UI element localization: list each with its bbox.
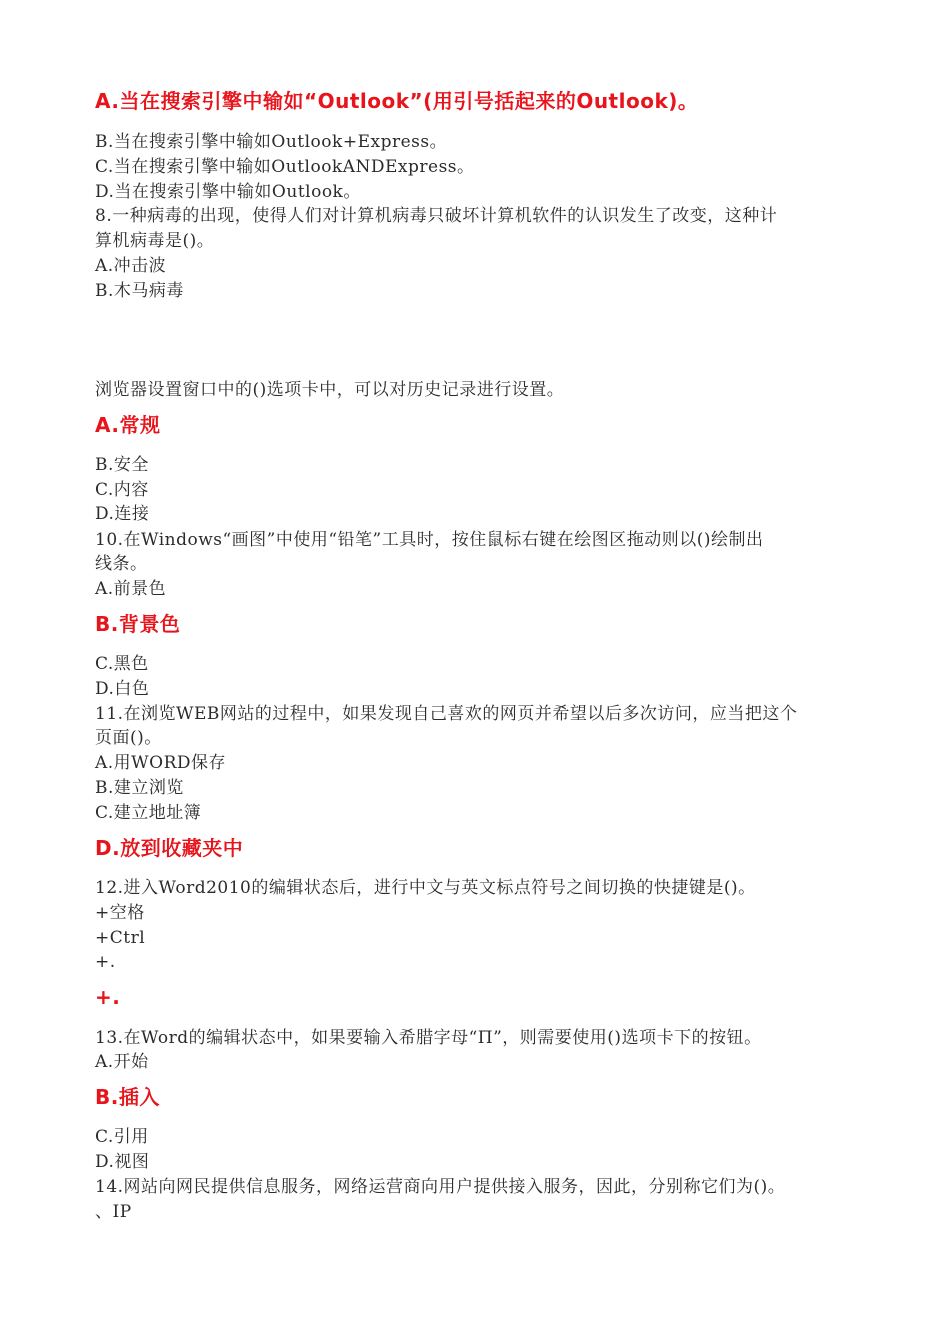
question-line: 14.网站向网民提供信息服务，网络运营商向用户提供接入服务，因此，分别称它们为()。 <box>95 1177 786 1197</box>
option-line: A.用WORD保存 <box>95 753 227 773</box>
question-line: 10.在Windows“画图”中使用“铅笔”工具时，按住鼠标右键在绘图区拖动则以()绘制出 <box>95 530 764 550</box>
option-line: B.安全 <box>95 455 149 475</box>
question-line: 13.在Word的编辑状态中，如果要输入希腊字母“Π”，则需要使用()选项卡下的按钮。 <box>95 1028 762 1048</box>
question-line: 算机病毒是()。 <box>95 231 215 251</box>
question-line: 8.一种病毒的出现，使得人们对计算机病毒只破坏计算机软件的认识发生了改变，这种计 <box>95 206 778 226</box>
option-line: C.当在搜索引擎中输如OutlookANDExpress。 <box>95 157 475 177</box>
option-line: B.木马病毒 <box>95 281 184 301</box>
question-line: 页面()。 <box>95 728 162 748</box>
question-line: 线条。 <box>95 554 148 574</box>
option-line: D.白色 <box>95 679 150 699</box>
option-line: A.开始 <box>95 1052 149 1072</box>
option-line: C.引用 <box>95 1127 149 1147</box>
question-line: 11.在浏览WEB网站的过程中，如果发现自己喜欢的网页并希望以后多次访问，应当把这个 <box>95 704 798 724</box>
option-line: B.建立浏览 <box>95 778 184 798</box>
option-line: A.前景色 <box>95 579 167 599</box>
option-line: D.当在搜索引擎中输如Outlook。 <box>95 182 361 202</box>
option-line: C.内容 <box>95 480 149 500</box>
answer-line: B.背景色 <box>95 612 181 636</box>
answer-line: A.常规 <box>95 413 161 437</box>
answer-line: A.当在搜索引擎中输如“Outlook”(用引号括起来的Outlook)。 <box>95 89 699 113</box>
question-line: 浏览器设置窗口中的()选项卡中，可以对历史记录进行设置。 <box>95 380 565 400</box>
option-line: A.冲击波 <box>95 256 167 276</box>
option-line: +Ctrl <box>95 928 146 948</box>
question-line: 12.进入Word2010的编辑状态后，进行中文与英文标点符号之间切换的快捷键是()。 <box>95 878 756 898</box>
option-line: D.连接 <box>95 504 150 524</box>
answer-line: +. <box>95 985 121 1009</box>
answer-line: D.放到收藏夹中 <box>95 836 244 860</box>
option-line: C.建立地址簿 <box>95 803 202 823</box>
option-line: +空格 <box>95 903 145 923</box>
option-line: B.当在搜索引擎中输如Outlook+Express。 <box>95 132 448 152</box>
option-line: 、IP <box>95 1202 132 1222</box>
option-line: C.黑色 <box>95 654 149 674</box>
answer-line: B.插入 <box>95 1085 160 1109</box>
option-line: D.视图 <box>95 1152 150 1172</box>
option-line: +. <box>95 952 116 972</box>
